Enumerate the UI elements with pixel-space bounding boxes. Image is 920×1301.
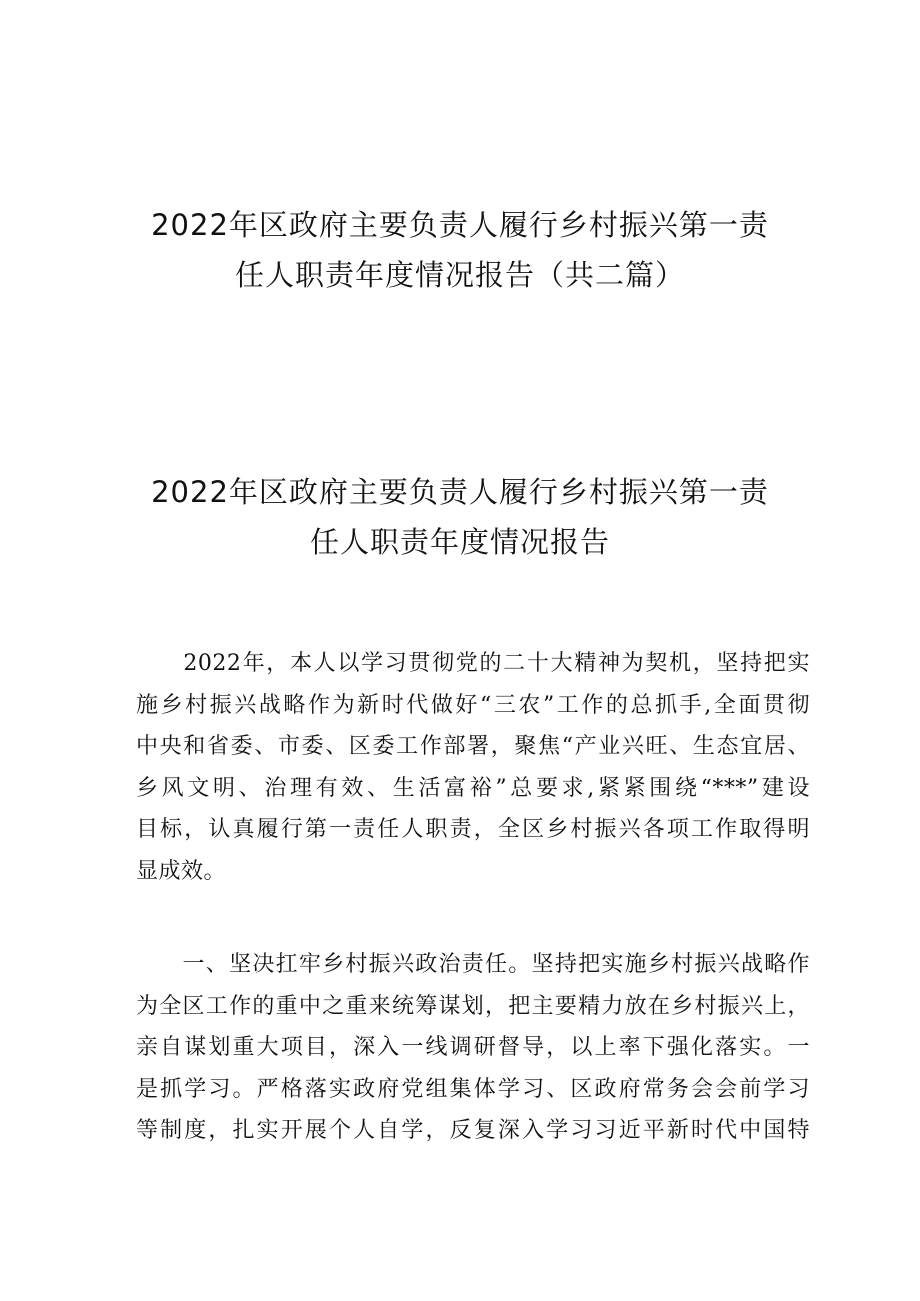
paragraph-line: 等制度，扎实开展个人自学，反复深入学习习近平新时代中国特 (136, 1118, 810, 1144)
paragraph-line: 是抓学习。严格落实政府党组集体学习、区政府常务会会前学习 (136, 1076, 810, 1102)
paragraph-line: 目标，认真履行第一责任人职责，全区乡村振兴各项工作取得明 (136, 817, 810, 843)
paragraph-line: 一、坚决扛牢乡村振兴政治责任。坚持把实施乡村振兴战略作 (136, 952, 810, 977)
paragraph-line: 亲自谋划重大项目，深入一线调研督导，以上率下强化落实。一 (136, 1035, 810, 1061)
body-paragraph-2 (136, 944, 810, 1152)
paragraph-line: 2022年，本人以学习贯彻党的二十大精神为契机，坚持把实 (136, 651, 810, 676)
document-title-line-2: 任人职责年度情况报告（共二篇） (234, 258, 685, 292)
document-title-line-1: 2022年区政府主要负责人履行乡村振兴第一责 (151, 208, 769, 242)
section-title-line-2: 任人职责年度情况报告 (309, 525, 610, 559)
paragraph-line: 乡风文明、治理有效、生活富裕”总要求,紧紧围绕“***”建设 (136, 775, 810, 801)
paragraph-line: 为全区工作的重中之重来统筹谋划，把主要精力放在乡村振兴上， (136, 993, 810, 1019)
paragraph-line: 中央和省委、市委、区委工作部署，聚焦“产业兴旺、生态宜居、 (136, 734, 810, 760)
document-title (60, 200, 860, 300)
body-paragraph-1 (136, 643, 810, 893)
section-title-line-1: 2022年区政府主要负责人履行乡村振兴第一责 (151, 475, 769, 509)
paragraph-line: 显成效。 (136, 858, 227, 884)
paragraph-line: 施乡村振兴战略作为新时代做好“三农”工作的总抓手,全面贯彻 (136, 692, 810, 718)
section-title (60, 467, 860, 567)
